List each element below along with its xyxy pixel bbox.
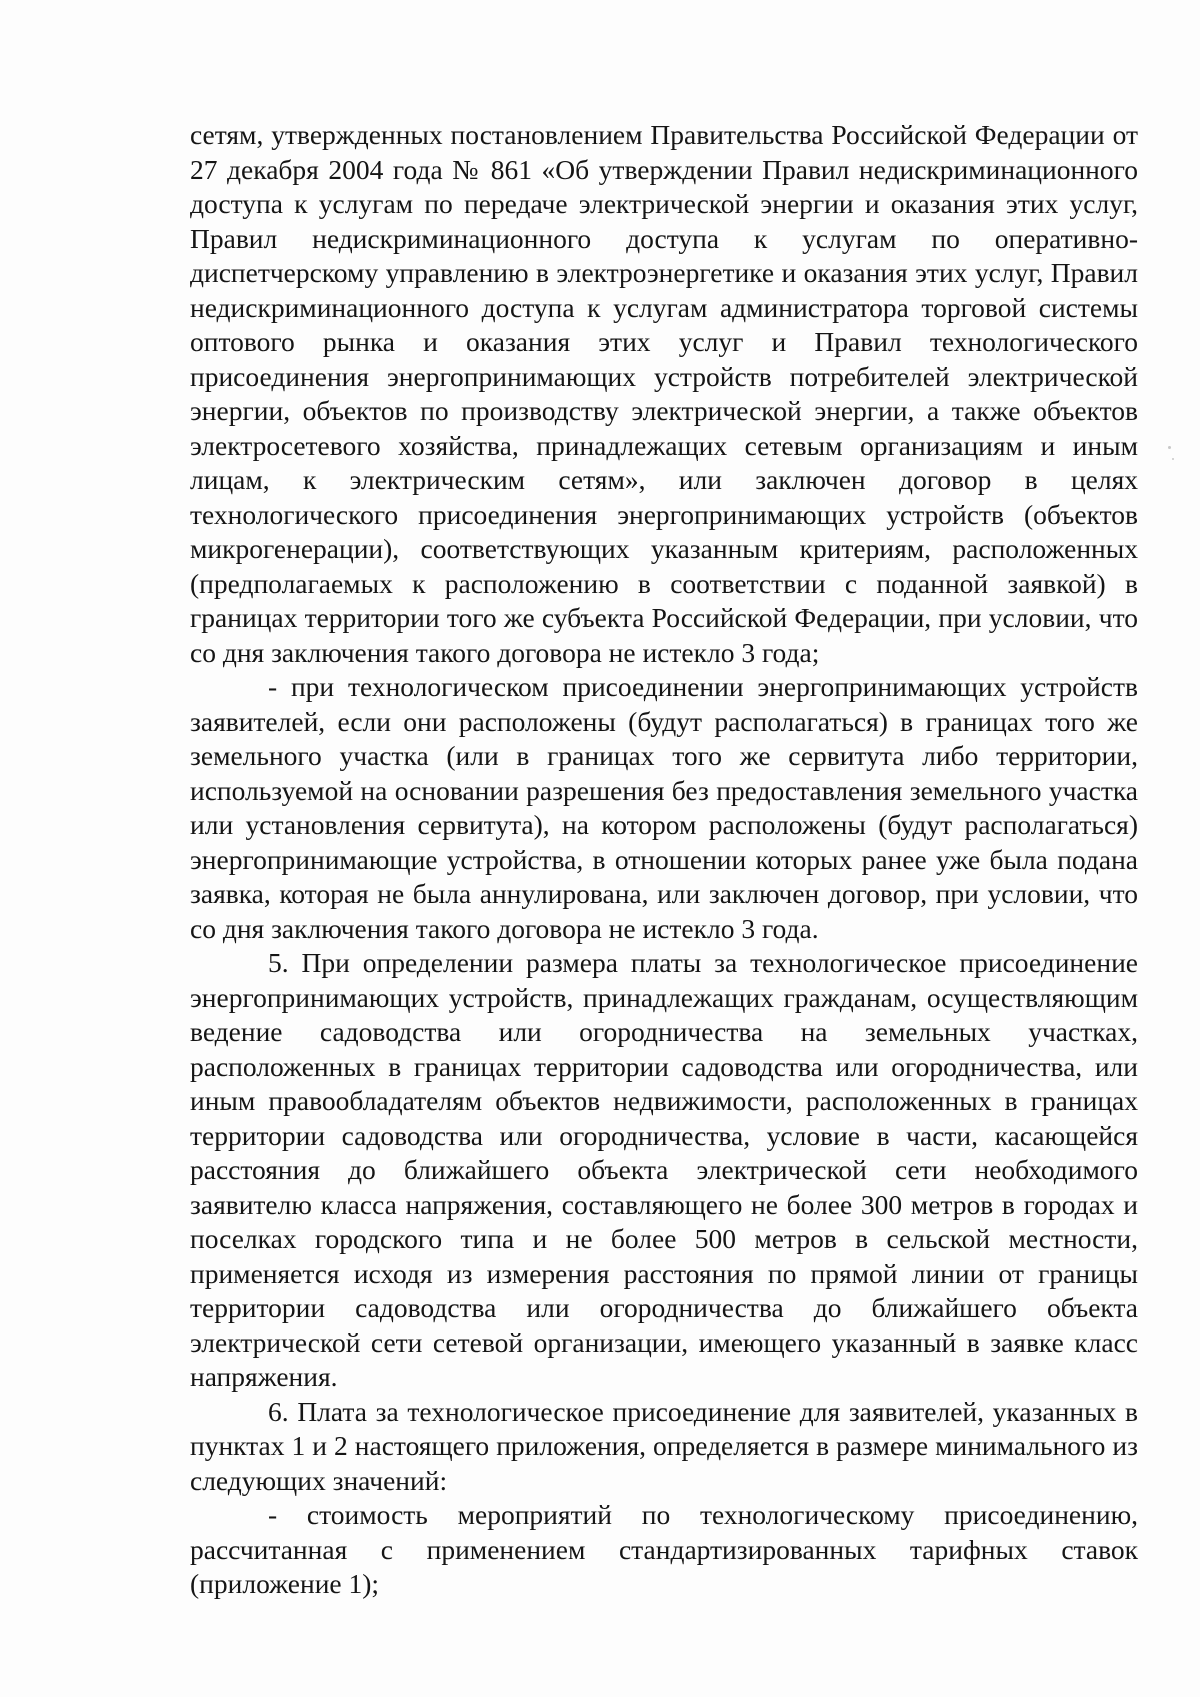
scan-speck [1172, 458, 1174, 460]
document-body [190, 118, 1138, 1602]
paragraph-continuation: сетям, утвержденных постановлением Правительства Российской Федерации от 27 декабря 2004 года № 861 «Об утверждении Правил недискриминационного доступа к услугам по передаче электрической энергии и оказания этих услуг, Правил недискриминационного доступа к услугам по оперативно-диспетчерскому управлению в электроэнергетике и оказания этих услуг, Правил недискриминационного доступа к услугам администратора торговой системы оптового рынка и оказания этих услуг и Правил технологического присоединения энергопринимающих устройств потребителей электрической энергии, объектов по производству электрической энергии, а также объектов электросетевого хозяйства, принадлежащих сетевым организациям и иным лицам, к электрическим сетям», или заключен договор в целях технологического присоединения энергопринимающих устройств (объектов микрогенерации), соответствующих указанным критериям, расположенных (предполагаемых к расположению в соответствии с поданной заявкой) в границах территории того же субъекта Российской Федерации, при условии, что со дня заключения такого договора не истекло 3 года; [190, 119, 1138, 668]
paragraph-tariff-cost: - стоимость мероприятий по технологическому присоединению, рассчитанная с применением стандартизированных тарифных ставок (приложение 1); [190, 1499, 1138, 1599]
paragraph-same-land-plot: - при технологическом присоединении энергопринимающих устройств заявителей, если они расположены (будут располагаться) в границах того же земельного участка (или в границах того же сервитута либо территории, используемой на основании разрешения без предоставления земельного участка или установления сервитута), на котором расположены (будут располагаться) энергопринимающие устройства, в отношении которых ранее уже была подана заявка, которая не была аннулирована, или заключен договор, при условии, что со дня заключения такого договора не истекло 3 года. [190, 671, 1138, 944]
scan-speck [1168, 446, 1171, 449]
paragraph-item-6: 6. Плата за технологическое присоединение для заявителей, указанных в пунктах 1 и 2 настоящего приложения, определяется в размере минимального из следующих значений: [190, 1395, 1138, 1496]
paragraph-item-5: 5. При определении размера платы за технологическое присоединение энергопринимающих устройств, принадлежащих гражданам, осуществляющим ведение садоводства или огородничества на земельных участках, расположенных в границах территории садоводства или огородничества, или иным правообладателям объектов недвижимости, расположенных в границах территории садоводства или огородничества, условие в части, касающейся расстояния до ближайшего объекта электрической сети необходимого заявителю класса напряжения, составляющего не более 300 метров в городах и поселках городского типа и не более 500 метров в сельской местности, применяется исходя из измерения расстояния по прямой линии от границы территории садоводства или огородничества до ближайшего объекта электрической сети сетевой организации, имеющего указанный в заявке класс напряжения. [190, 947, 1138, 1392]
